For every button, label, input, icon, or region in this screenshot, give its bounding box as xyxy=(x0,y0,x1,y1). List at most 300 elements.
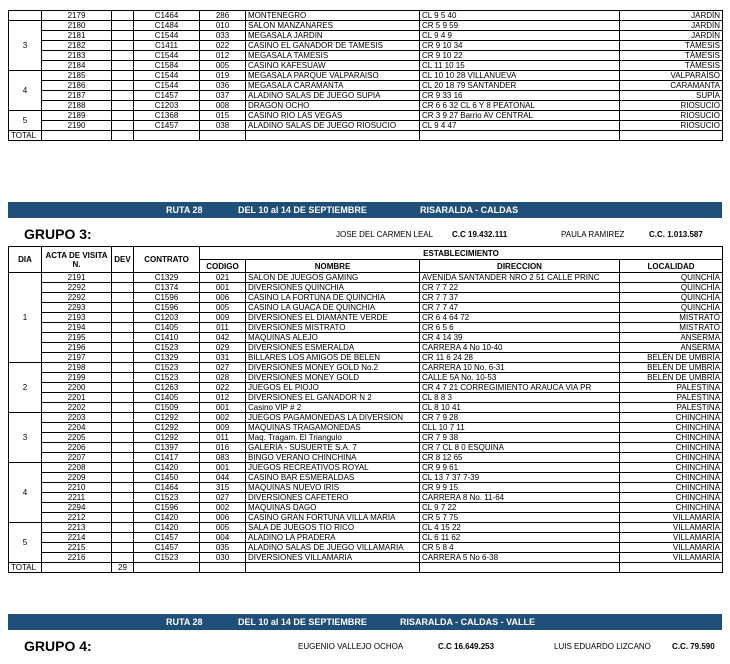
localidad-cell: VILLAMARÍA xyxy=(620,553,723,563)
direccion-cell: AVENIDA SANTANDER NRO 2 51 CALLE PRINC xyxy=(420,273,620,283)
acta-cell: 2195 xyxy=(42,333,112,343)
dev-cell xyxy=(112,383,134,393)
acta-cell: 2183 xyxy=(42,51,112,61)
codigo-cell: 005 xyxy=(200,523,246,533)
acta-cell: 2214 xyxy=(42,533,112,543)
localidad-cell: PALESTINA xyxy=(620,403,723,413)
codigo-cell: 001 xyxy=(200,283,246,293)
table-row xyxy=(9,473,723,483)
direccion-cell: CL 13 7 37 7-39 xyxy=(420,473,620,483)
table-row xyxy=(9,81,723,91)
table-row xyxy=(9,61,723,71)
inspector-1-name: JOSE DEL CARMEN LEAL xyxy=(336,230,434,239)
nombre-cell: SALON DE JUEGOS GAMING xyxy=(246,273,420,283)
direccion-cell: CL 8 10 41 xyxy=(420,403,620,413)
direccion-cell: CL 10 10 28 VILLANUEVA xyxy=(420,71,620,81)
table-row xyxy=(9,393,723,403)
contrato-cell: C1523 xyxy=(134,363,200,373)
codigo-cell: 042 xyxy=(200,333,246,343)
direccion-cell: CR 3 9 27 Barrio AV CENTRAL xyxy=(420,111,620,121)
dev-cell xyxy=(112,393,134,403)
localidad-cell: QUINCHÍA xyxy=(620,303,723,313)
codigo-cell: 033 xyxy=(200,31,246,41)
nombre-cell: MEGASALA PARQUE VALPARAISO xyxy=(246,71,420,81)
dev-cell xyxy=(112,71,134,81)
header-direccion: DIRECCION xyxy=(420,260,620,273)
total-dev xyxy=(112,131,134,141)
inspector-2-id: C.C. 79.590 xyxy=(672,642,715,651)
dev-cell xyxy=(112,283,134,293)
dev-cell xyxy=(112,11,134,21)
contrato-cell: C1523 xyxy=(134,343,200,353)
day-cell: 1 xyxy=(9,273,42,363)
dev-cell xyxy=(112,363,134,373)
dev-cell xyxy=(112,323,134,333)
header-codigo: CODIGO xyxy=(200,260,246,273)
dev-cell xyxy=(112,51,134,61)
acta-cell: 2179 xyxy=(42,11,112,21)
codigo-cell: 030 xyxy=(200,553,246,563)
acta-cell: 2193 xyxy=(42,313,112,323)
dev-cell xyxy=(112,101,134,111)
direccion-cell: CARRERA 10 No. 6-31 xyxy=(420,363,620,373)
contrato-cell: C1596 xyxy=(134,503,200,513)
dev-cell xyxy=(112,21,134,31)
inspector-1-name: EUGENIO VALLEJO OCHOA xyxy=(298,642,404,651)
dev-cell xyxy=(112,91,134,101)
table-row xyxy=(9,553,723,563)
localidad-cell: VILLAMARÍA xyxy=(620,513,723,523)
contrato-cell: C1292 xyxy=(134,413,200,423)
localidad-cell: TÁMESIS xyxy=(620,51,723,61)
nombre-cell: Casino VIP # 2 xyxy=(246,403,420,413)
table-row xyxy=(9,51,723,61)
codigo-cell: 009 xyxy=(200,313,246,323)
acta-cell: 2204 xyxy=(42,423,112,433)
route-dates: DEL 10 al 14 DE SEPTIEMBRE xyxy=(238,617,367,627)
dev-cell xyxy=(112,523,134,533)
table-row xyxy=(9,403,723,413)
table-row xyxy=(9,313,723,323)
total-empty-cell xyxy=(200,563,246,573)
nombre-cell: GALERIA - SUSUERTE S.A. 7 xyxy=(246,443,420,453)
direccion-cell: CL 11 10 15 xyxy=(420,61,620,71)
dev-cell xyxy=(112,413,134,423)
localidad-cell: BELÉN DE UMBRÍA xyxy=(620,373,723,383)
acta-cell: 2206 xyxy=(42,443,112,453)
localidad-cell: RIOSUCIO xyxy=(620,111,723,121)
localidad-cell: TÁMESIS xyxy=(620,41,723,51)
localidad-cell: VALPARAÍSO xyxy=(620,71,723,81)
dev-cell xyxy=(112,493,134,503)
nombre-cell: MEGASALA CARAMANTA xyxy=(246,81,420,91)
nombre-cell: DIVERSIONES CAFETERO xyxy=(246,493,420,503)
group-title: GRUPO 3: xyxy=(24,226,92,242)
contrato-cell: C1457 xyxy=(134,533,200,543)
localidad-cell: CHINCHINÁ xyxy=(620,483,723,493)
direccion-cell: CL 4 15 22 xyxy=(420,523,620,533)
codigo-cell: 038 xyxy=(200,121,246,131)
codigo-cell: 006 xyxy=(200,513,246,523)
localidad-cell: PALESTINA xyxy=(620,393,723,403)
localidad-cell: CHINCHINÁ xyxy=(620,413,723,423)
nombre-cell: ALADINO LA PRADERA xyxy=(246,533,420,543)
codigo-cell: 001 xyxy=(200,403,246,413)
route-banner-1 xyxy=(8,202,722,218)
nombre-cell: SALA DE JUEGOS TIO RICO xyxy=(246,523,420,533)
localidad-cell: SUPÍA xyxy=(620,91,723,101)
acta-cell: 2292 xyxy=(42,283,112,293)
dev-cell xyxy=(112,513,134,523)
localidad-cell: VILLAMARÍA xyxy=(620,533,723,543)
nombre-cell: MAQUINAS ALEJO xyxy=(246,333,420,343)
contrato-cell: C1457 xyxy=(134,121,200,131)
contrato-cell: C1405 xyxy=(134,323,200,333)
total-empty-cell xyxy=(134,563,200,573)
table-row xyxy=(9,413,723,423)
direccion-cell: CR 4 14 39 xyxy=(420,333,620,343)
table-row xyxy=(9,91,723,101)
direccion-cell: CR 8 12 65 xyxy=(420,453,620,463)
acta-cell: 2190 xyxy=(42,121,112,131)
route-label: RUTA 28 xyxy=(166,617,203,627)
codigo-cell: 004 xyxy=(200,533,246,543)
acta-cell: 2216 xyxy=(42,553,112,563)
nombre-cell: DIVERSIONES MISTRATO xyxy=(246,323,420,333)
table-row xyxy=(9,111,723,121)
nombre-cell: CASINO BAR ESMERALDAS xyxy=(246,473,420,483)
localidad-cell: RIOSUCIO xyxy=(620,121,723,131)
dev-cell xyxy=(112,453,134,463)
nombre-cell: DIVERSIONES ESMERALDA xyxy=(246,343,420,353)
direccion-cell: CR 9 9 61 xyxy=(420,463,620,473)
codigo-cell: 031 xyxy=(200,353,246,363)
acta-cell: 2185 xyxy=(42,71,112,81)
acta-cell: 2215 xyxy=(42,543,112,553)
acta-cell: 2187 xyxy=(42,91,112,101)
codigo-cell: 011 xyxy=(200,323,246,333)
table-row xyxy=(9,121,723,131)
localidad-cell: CHINCHINÁ xyxy=(620,493,723,503)
table-row xyxy=(9,493,723,503)
inspector-2-name: LUIS EDUARDO LIZCANO xyxy=(554,642,651,651)
nombre-cell: DIVERSIONES VILLAMARIA xyxy=(246,553,420,563)
nombre-cell: CASINO LA FORTUNA DE QUINCHIA xyxy=(246,293,420,303)
codigo-cell: 019 xyxy=(200,71,246,81)
acta-cell: 2207 xyxy=(42,453,112,463)
dev-cell xyxy=(112,41,134,51)
table-row xyxy=(9,11,723,21)
nombre-cell: BINGO VERANO CHINCHINA xyxy=(246,453,420,463)
route-banner-2 xyxy=(8,614,722,630)
nombre-cell: JUEGOS PAGAMONEDAS LA DIVERSION xyxy=(246,413,420,423)
nombre-cell: MEGASALA JARDIN xyxy=(246,31,420,41)
nombre-cell: CASINO GRAN FORTUNA VILLA MARIA xyxy=(246,513,420,523)
contrato-cell: C1596 xyxy=(134,293,200,303)
dev-cell xyxy=(112,403,134,413)
table-row xyxy=(9,513,723,523)
acta-cell: 2293 xyxy=(42,303,112,313)
acta-cell: 2212 xyxy=(42,513,112,523)
codigo-cell: 021 xyxy=(200,273,246,283)
contrato-cell: C1544 xyxy=(134,81,200,91)
dev-cell xyxy=(112,333,134,343)
day-cell: 3 xyxy=(9,21,42,71)
dev-cell xyxy=(112,423,134,433)
direccion-cell: CR 7 7 22 xyxy=(420,283,620,293)
main-schedule-table xyxy=(8,246,723,573)
dev-cell xyxy=(112,553,134,563)
group-4-header xyxy=(8,636,730,656)
header-contrato: CONTRATO xyxy=(134,247,200,273)
contrato-cell: C1544 xyxy=(134,31,200,41)
nombre-cell: CASINO LA GUACA DE QUINCHIA xyxy=(246,303,420,313)
codigo-cell: 006 xyxy=(200,293,246,303)
table-row xyxy=(9,533,723,543)
day-cell xyxy=(9,11,42,21)
table-row xyxy=(9,333,723,343)
contrato-cell: C1263 xyxy=(134,383,200,393)
day-cell: 5 xyxy=(9,111,42,131)
header-dev: DEV xyxy=(112,247,134,273)
table-row xyxy=(9,343,723,353)
acta-cell: 2189 xyxy=(42,111,112,121)
localidad-cell: CHINCHINÁ xyxy=(620,463,723,473)
codigo-cell: 015 xyxy=(200,111,246,121)
acta-cell: 2202 xyxy=(42,403,112,413)
acta-cell: 2180 xyxy=(42,21,112,31)
acta-cell: 2198 xyxy=(42,363,112,373)
group-title: GRUPO 4: xyxy=(24,638,92,654)
codigo-cell: 286 xyxy=(200,11,246,21)
contrato-cell: C1464 xyxy=(134,11,200,21)
direccion-cell: CR 6 4 64 72 xyxy=(420,313,620,323)
codigo-cell: 044 xyxy=(200,473,246,483)
direccion-cell: CL 9 7 22 xyxy=(420,503,620,513)
direccion-cell: CARRERA 8 No. 11-64 xyxy=(420,493,620,503)
total-label: TOTAL xyxy=(9,131,42,141)
table-row xyxy=(9,293,723,303)
acta-cell: 2186 xyxy=(42,81,112,91)
codigo-cell: 001 xyxy=(200,463,246,473)
direccion-cell: CR 6 5 6 xyxy=(420,323,620,333)
contrato-cell: C1420 xyxy=(134,463,200,473)
dev-cell xyxy=(112,313,134,323)
codigo-cell: 022 xyxy=(200,41,246,51)
nombre-cell: DIVERSIONES MONEY GOLD No.2 xyxy=(246,363,420,373)
acta-cell: 2205 xyxy=(42,433,112,443)
day-cell: 5 xyxy=(9,523,42,563)
codigo-cell: 012 xyxy=(200,393,246,403)
day-cell: 2 xyxy=(9,363,42,413)
codigo-cell: 022 xyxy=(200,383,246,393)
nombre-cell: BILLARES LOS AMIGOS DE BELEN xyxy=(246,353,420,363)
localidad-cell: CHINCHINÁ xyxy=(620,423,723,433)
nombre-cell: SALON MANZANARES xyxy=(246,21,420,31)
localidad-cell: JARDÍN xyxy=(620,11,723,21)
dev-cell xyxy=(112,483,134,493)
contrato-cell: C1544 xyxy=(134,71,200,81)
table-row xyxy=(9,41,723,51)
route-label: RUTA 28 xyxy=(166,205,203,215)
dev-cell xyxy=(112,121,134,131)
contrato-cell: C1457 xyxy=(134,543,200,553)
localidad-cell: QUINCHÍA xyxy=(620,293,723,303)
contrato-cell: C1450 xyxy=(134,473,200,483)
table-row xyxy=(9,503,723,513)
nombre-cell: CASINO EL GANADOR DE TAMESIS xyxy=(246,41,420,51)
codigo-cell: 029 xyxy=(200,343,246,353)
table-row xyxy=(9,31,723,41)
total-empty-cell xyxy=(620,563,723,573)
direccion-cell: CALLE 5A No. 10-53 xyxy=(420,373,620,383)
contrato-cell: C1417 xyxy=(134,453,200,463)
localidad-cell: CHINCHINÁ xyxy=(620,433,723,443)
table-row xyxy=(9,21,723,31)
nombre-cell: DIVERSIONES EL GANADOR N 2 xyxy=(246,393,420,403)
total-empty-cell xyxy=(200,131,246,141)
nombre-cell: CASINO RIO LAS VEGAS xyxy=(246,111,420,121)
direccion-cell: CLL 10 7 11 xyxy=(420,423,620,433)
table-row xyxy=(9,323,723,333)
total-empty-cell xyxy=(246,563,420,573)
contrato-cell: C1292 xyxy=(134,433,200,443)
contrato-cell: C1329 xyxy=(134,353,200,363)
acta-cell: 2184 xyxy=(42,61,112,71)
direccion-cell: CARRERA 4 No 10-40 xyxy=(420,343,620,353)
direccion-cell: CR 9 10 34 xyxy=(420,41,620,51)
codigo-cell: 315 xyxy=(200,483,246,493)
localidad-cell: CHINCHINÁ xyxy=(620,443,723,453)
acta-cell: 2188 xyxy=(42,101,112,111)
contrato-cell: C1368 xyxy=(134,111,200,121)
direccion-cell: CR 5 9 59 xyxy=(420,21,620,31)
total-acta-cell xyxy=(42,563,112,573)
nombre-cell: ALADINO SALAS DE JUEGO RIOSUCIO xyxy=(246,121,420,131)
nombre-cell: CASINO KAFESUAW xyxy=(246,61,420,71)
codigo-cell: 027 xyxy=(200,493,246,503)
acta-cell: 2292 xyxy=(42,293,112,303)
codigo-cell: 027 xyxy=(200,363,246,373)
localidad-cell: CHINCHINÁ xyxy=(620,473,723,483)
nombre-cell: MAQUINAS TRAGAMONEDAS xyxy=(246,423,420,433)
total-empty-cell xyxy=(420,563,620,573)
total-acta-cell xyxy=(42,131,112,141)
acta-cell: 2200 xyxy=(42,383,112,393)
direccion-cell: CR 7 9 28 xyxy=(420,413,620,423)
codigo-cell: 035 xyxy=(200,543,246,553)
inspector-1-id: C.C 16.649.253 xyxy=(438,642,495,651)
table-row xyxy=(9,383,723,393)
direccion-cell: CL 9 5 40 xyxy=(420,11,620,21)
table-row xyxy=(9,71,723,81)
day-cell: 3 xyxy=(9,413,42,463)
header-establecimiento: ESTABLECIMIENTO xyxy=(200,247,723,260)
dev-cell xyxy=(112,373,134,383)
direccion-cell: CR 9 33 16 xyxy=(420,91,620,101)
direccion-cell: CR 7 CL 8 0 ESQUINA xyxy=(420,443,620,453)
localidad-cell: MISTRATÓ xyxy=(620,313,723,323)
table-row xyxy=(9,453,723,463)
top-schedule-table xyxy=(8,10,723,141)
total-row xyxy=(9,131,723,141)
day-cell: 4 xyxy=(9,71,42,111)
acta-cell: 2196 xyxy=(42,343,112,353)
direccion-cell: CR 7 9 38 xyxy=(420,433,620,443)
table-row xyxy=(9,423,723,433)
localidad-cell: ANSERMA xyxy=(620,333,723,343)
contrato-cell: C1596 xyxy=(134,303,200,313)
table-row xyxy=(9,303,723,313)
codigo-cell: 005 xyxy=(200,303,246,313)
inspector-1-id: C.C 19.432.111 xyxy=(452,230,508,239)
header-nombre: NOMBRE xyxy=(246,260,420,273)
direccion-cell: CL 8 8 3 xyxy=(420,393,620,403)
contrato-cell: C1374 xyxy=(134,283,200,293)
table-row xyxy=(9,463,723,473)
contrato-cell: C1410 xyxy=(134,333,200,343)
contrato-cell: C1457 xyxy=(134,91,200,101)
dev-cell xyxy=(112,303,134,313)
localidad-cell: ANSERMA xyxy=(620,343,723,353)
localidad-cell: JARDÍN xyxy=(620,31,723,41)
total-label: TOTAL xyxy=(9,563,42,573)
acta-cell: 2211 xyxy=(42,493,112,503)
route-dates: DEL 10 al 14 DE SEPTIEMBRE xyxy=(238,205,367,215)
acta-cell: 2197 xyxy=(42,353,112,363)
acta-cell: 2208 xyxy=(42,463,112,473)
direccion-cell: CR 5 8 4 xyxy=(420,543,620,553)
contrato-cell: C1523 xyxy=(134,493,200,503)
acta-cell: 2294 xyxy=(42,503,112,513)
header-acta: ACTA DE VISITA N. xyxy=(42,247,112,273)
header-localidad: LOCALIDAD xyxy=(620,260,723,273)
localidad-cell: VILLAMARÍA xyxy=(620,523,723,533)
direccion-cell: CR 7 7 37 xyxy=(420,293,620,303)
acta-cell: 2210 xyxy=(42,483,112,493)
direccion-cell: CL 9 4 47 xyxy=(420,121,620,131)
contrato-cell: C1584 xyxy=(134,61,200,71)
total-empty-cell xyxy=(420,131,620,141)
contrato-cell: C1397 xyxy=(134,443,200,453)
nombre-cell: MAQUINAS DAGO xyxy=(246,503,420,513)
acta-cell: 2203 xyxy=(42,413,112,423)
codigo-cell: 010 xyxy=(200,21,246,31)
inspector-2-name: PAULA RAMIREZ xyxy=(561,230,625,239)
acta-cell: 2209 xyxy=(42,473,112,483)
direccion-cell: CARRERA 5 No 6-38 xyxy=(420,553,620,563)
codigo-cell: 012 xyxy=(200,51,246,61)
table-row xyxy=(9,363,723,373)
nombre-cell: DIVERSIONES QUINCHIA xyxy=(246,283,420,293)
codigo-cell: 083 xyxy=(200,453,246,463)
contrato-cell: C1544 xyxy=(134,51,200,61)
localidad-cell: BELÉN DE UMBRÍA xyxy=(620,363,723,373)
direccion-cell: CR 4 7 21 CORREGIMIENTO ARAUCA VIA PR xyxy=(420,383,620,393)
dev-cell xyxy=(112,473,134,483)
contrato-cell: C1411 xyxy=(134,41,200,51)
contrato-cell: C1420 xyxy=(134,523,200,533)
total-empty-cell xyxy=(620,131,723,141)
dev-cell xyxy=(112,353,134,363)
contrato-cell: C1329 xyxy=(134,273,200,283)
localidad-cell: QUINCHÍA xyxy=(620,283,723,293)
acta-cell: 2191 xyxy=(42,273,112,283)
nombre-cell: JUEGOS RECREATIVOS ROYAL xyxy=(246,463,420,473)
contrato-cell: C1405 xyxy=(134,393,200,403)
table-row xyxy=(9,373,723,383)
codigo-cell: 036 xyxy=(200,81,246,91)
